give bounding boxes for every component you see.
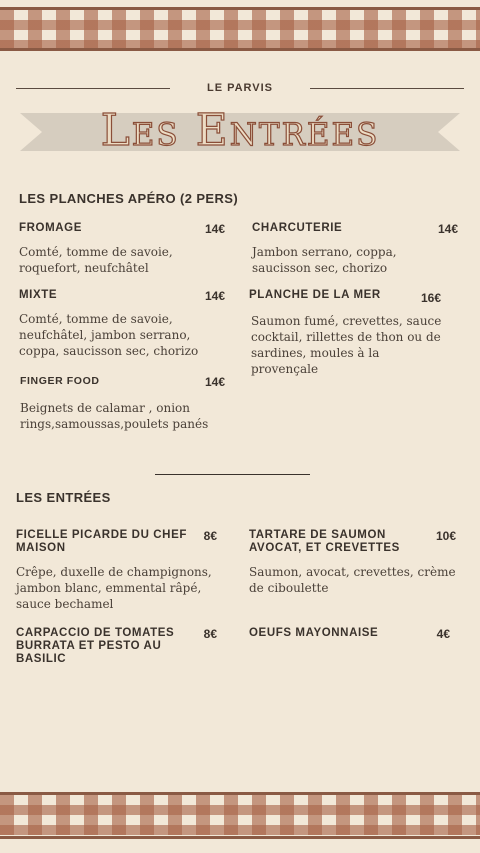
item-description: Saumon, avocat, crevettes, crème de ciboulette: [249, 565, 456, 595]
item-name: FROMAGE: [19, 222, 82, 234]
item-price: 14€: [204, 222, 225, 236]
item-price: 16€: [420, 291, 441, 305]
item-name: OEUFS MAYONNAISE: [249, 627, 379, 639]
item-name: TARTARE DE SAUMON AVOCAT, ET CREVETTES: [249, 529, 400, 554]
menu-item-ficelle-picarde: [16, 529, 217, 612]
page-title: Les Entrées: [100, 105, 380, 156]
item-description: Comté, tomme de savoie, neufchâtel, jambon serrano, coppa, saucisson sec, chorizo: [19, 312, 199, 358]
item-description: Jambon serrano, coppa, saucisson sec, chorizo: [252, 245, 397, 275]
item-description: Saumon fumé, crevettes, sauce cocktail, rillettes de thon ou de sardines, moules à la provençale: [251, 314, 442, 376]
menu-item-carpaccio: [16, 627, 217, 666]
menu-item-mixte: [19, 289, 225, 359]
item-description: Crêpe, duxelle de champignons, jambon blanc, emmental râpé, sauce bechamel: [16, 565, 212, 611]
item-name: FINGER FOOD: [20, 375, 100, 387]
bottom-gingham-band: [0, 795, 480, 835]
bottom-border-line: [0, 836, 480, 839]
menu-item-tartare-de-saumon: [249, 529, 456, 596]
section-heading-planches: LES PLANCHES APÉRO (2 PERS): [19, 191, 239, 206]
item-name: MIXTE: [19, 289, 58, 301]
section-heading-entrees: LES ENTRÉES: [16, 490, 111, 505]
section-divider: [155, 474, 310, 475]
item-description: Comté, tomme de savoie, roquefort, neufchâtel: [19, 245, 173, 275]
item-price: 10€: [435, 529, 456, 543]
menu-item-planche-de-la-mer: [249, 289, 445, 377]
item-price: 14€: [204, 289, 225, 303]
item-description: Beignets de calamar , onion rings,samoussas,poulets panés: [20, 401, 209, 431]
item-price: 4€: [436, 627, 450, 641]
menu-item-oeufs-mayonnaise: [249, 627, 450, 640]
top-border-line: [0, 48, 480, 51]
item-price: 14€: [437, 222, 458, 236]
item-price: 14€: [204, 375, 225, 389]
item-name: FICELLE PICARDE DU CHEF MAISON: [16, 529, 187, 554]
item-name: CARPACCIO DE TOMATES BURRATA ET PESTO AU BASILIC: [16, 627, 175, 665]
item-price: 8€: [203, 529, 217, 543]
top-gingham-band: [0, 10, 480, 50]
menu-item-fromage: [19, 222, 225, 276]
restaurant-name: LE PARVIS: [206, 82, 274, 94]
item-name: CHARCUTERIE: [252, 222, 343, 234]
menu-item-charcuterie: [252, 222, 458, 276]
menu-item-finger-food: [20, 375, 225, 432]
item-price: 8€: [203, 627, 217, 641]
item-name: PLANCHE DE LA MER: [249, 289, 381, 301]
